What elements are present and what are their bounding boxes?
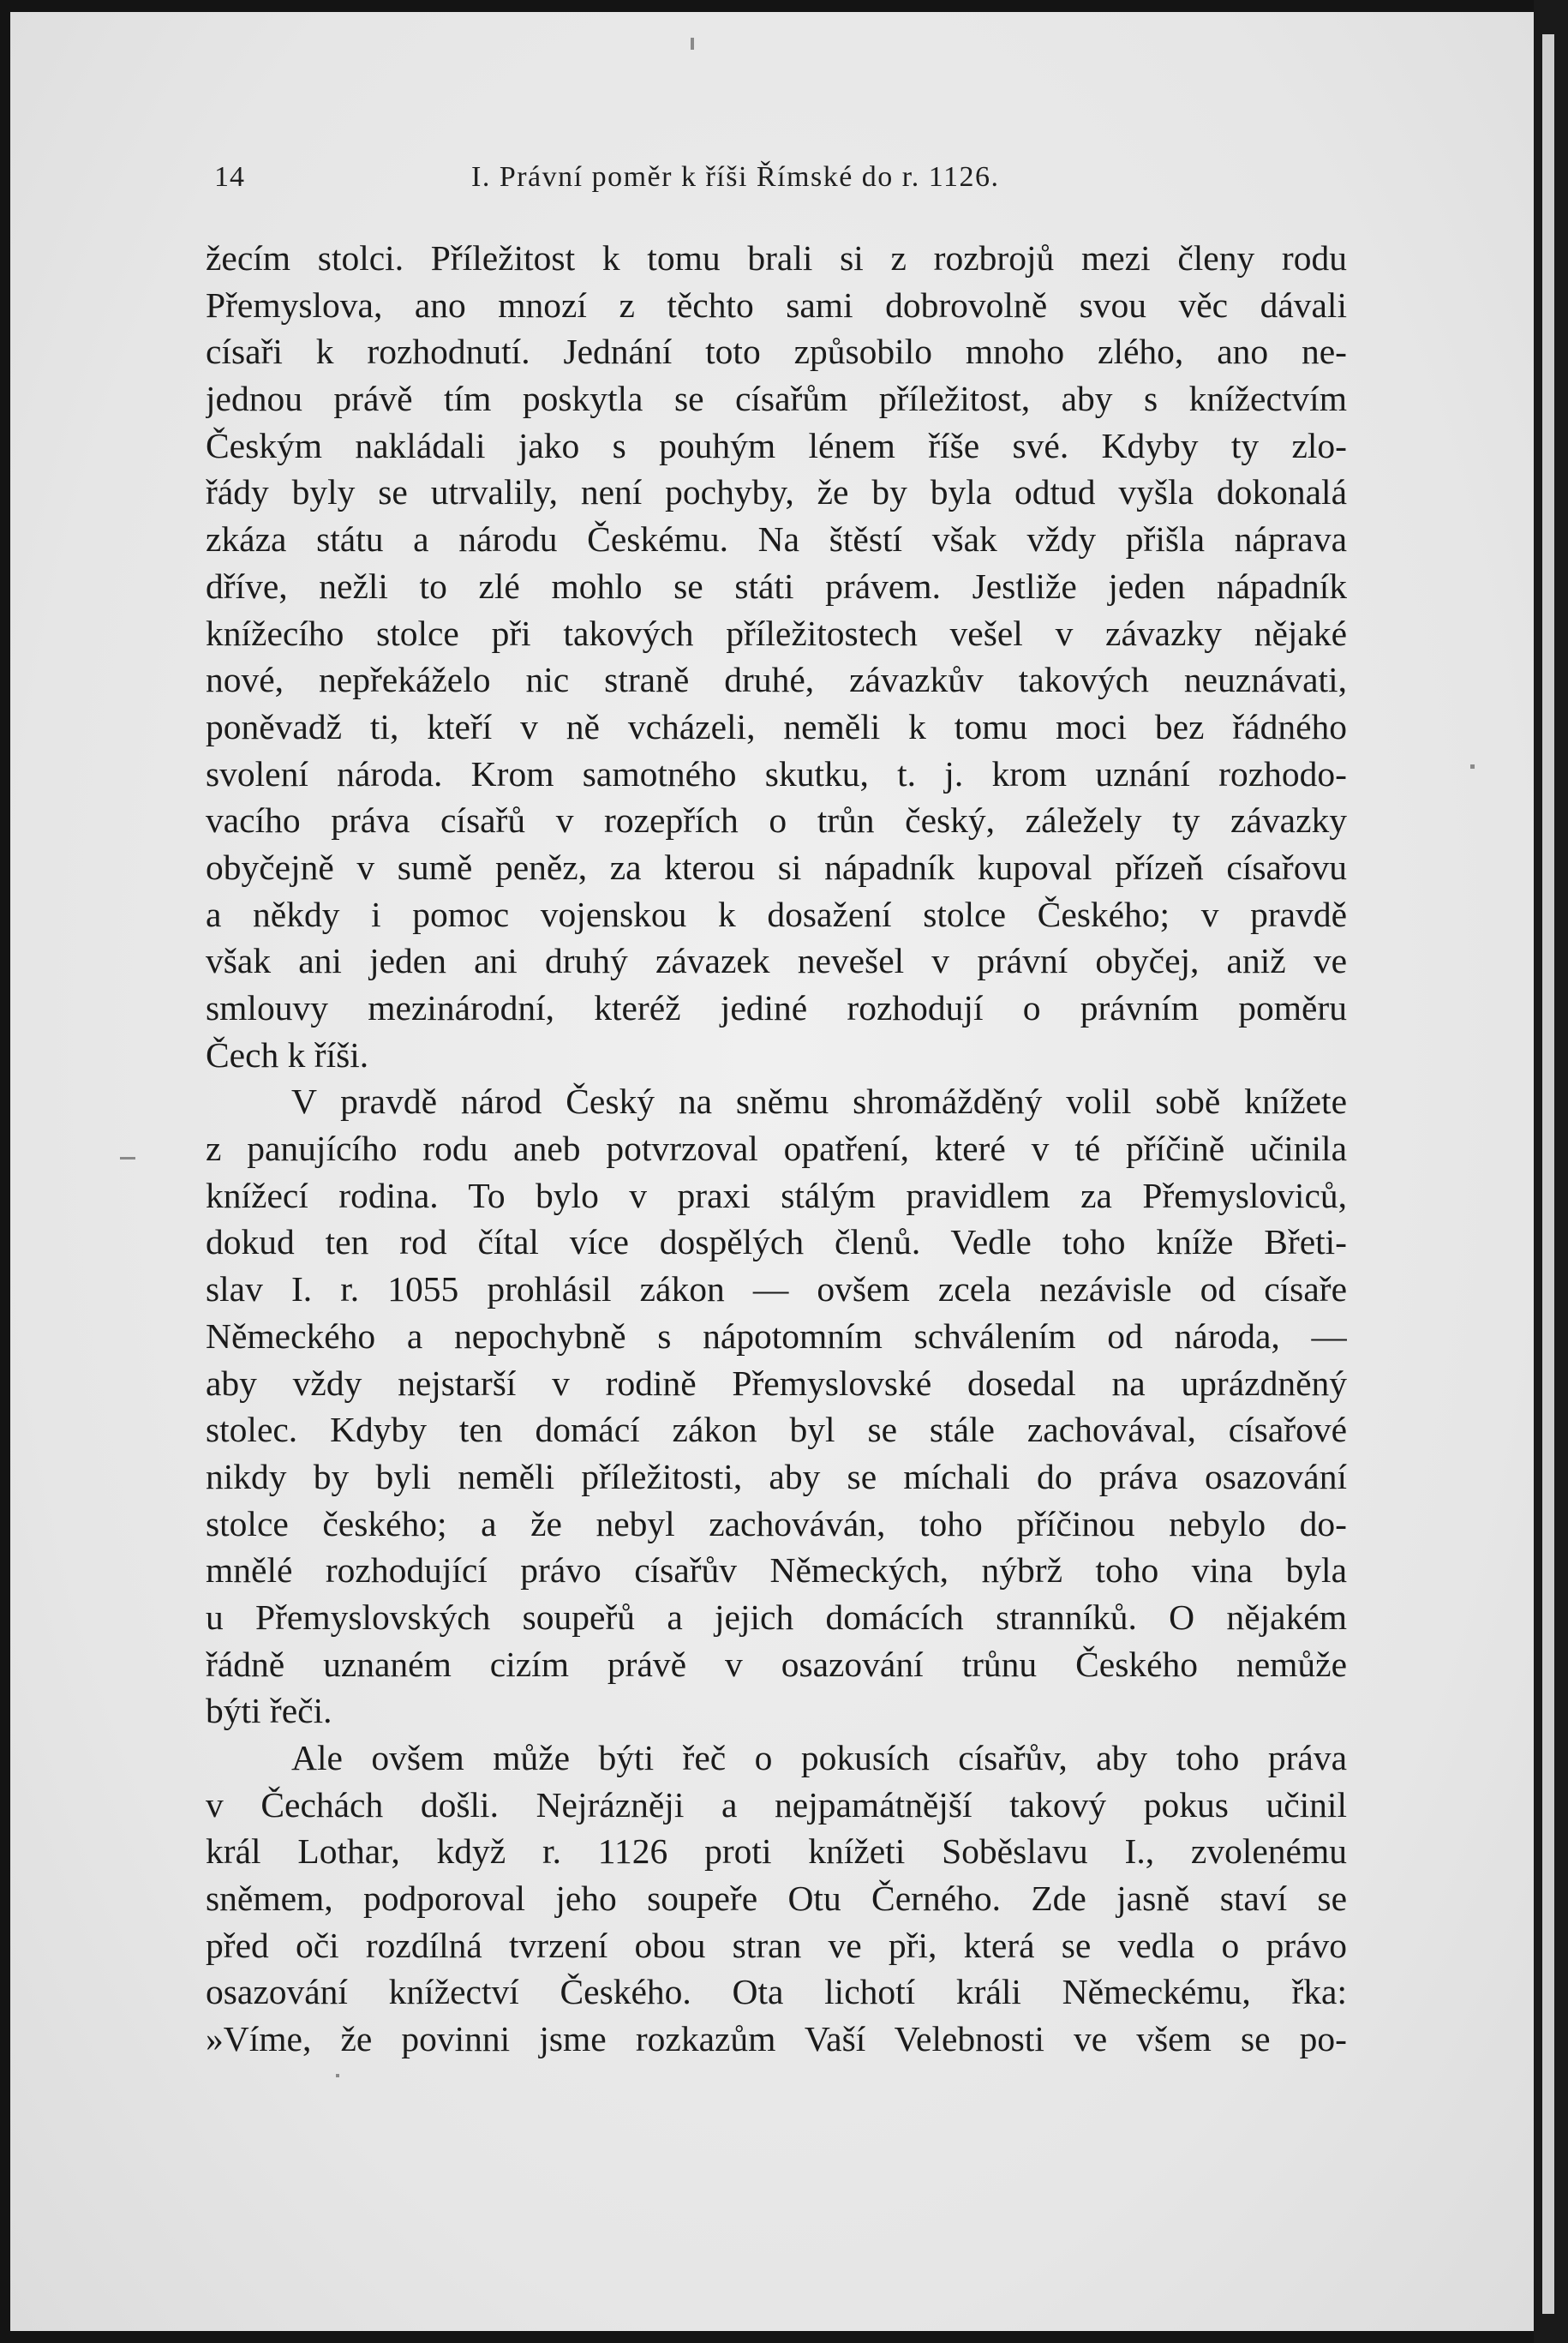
text-line: stolec. Kdyby ten domácí zákon byl se stále zachovával, císařové bbox=[206, 1410, 1347, 1450]
text-line: poněvadž ti, kteří v ně vcházeli, neměli k tomu moci bez řádného bbox=[206, 706, 1347, 746]
text-line: mnělé rozhodující právo císařův Německých, nýbrž toho vina byla bbox=[206, 1550, 1347, 1591]
text-line: dokud ten rod čítal více dospělých členů. Vedle toho kníže Břeti- bbox=[206, 1222, 1347, 1262]
scan-speck bbox=[1470, 764, 1475, 769]
text-line: zkáza státu a národu Českému. Na štěstí však vždy přišla náprava bbox=[206, 519, 1347, 560]
text-line: u Přemyslovských soupeřů a jejich domácích stranníků. O nějakém bbox=[206, 1597, 1347, 1637]
text-line: knížecí rodina. To bylo v praxi stálým pravidlem za Přemysloviců, bbox=[206, 1175, 1347, 1215]
running-head: I. Právní poměr k říši Římské do r. 1126. bbox=[471, 161, 1000, 193]
text-line: smlouvy mezinárodní, kteréž jediné rozhodují o právním poměru bbox=[206, 988, 1347, 1028]
text-line: Českým nakládali jako s pouhým lénem říše své. Kdyby ty zlo- bbox=[206, 425, 1347, 465]
text-line: král Lothar, když r. 1126 proti knížeti Soběslavu I., zvolenému bbox=[206, 1831, 1347, 1872]
text-line: býti řeči. bbox=[206, 1691, 332, 1731]
text-line: však ani jeden ani druhý závazek nevešel v právní obyčej, aniž ve bbox=[206, 941, 1347, 981]
text-line: V pravdě národ Český na sněmu shromážděný volil sobě knížete bbox=[291, 1082, 1347, 1122]
paragraph-3 bbox=[206, 1735, 1347, 2063]
page-header bbox=[214, 161, 1350, 202]
text-line: slav I. r. 1055 prohlásil zákon — ovšem zcela nezávisle od císaře bbox=[206, 1269, 1347, 1309]
text-line: nové, nepřekáželo nic straně druhé, závazkův takových neuznávati, bbox=[206, 660, 1347, 700]
text-line: nikdy by byli neměli příležitosti, aby se míchali do práva osazování bbox=[206, 1456, 1347, 1496]
text-line: Německého a nepochybně s nápotomním schválením od národa, — bbox=[206, 1315, 1347, 1356]
text-line: před oči rozdílná tvrzení obou stran ve při, která se vedla o právo bbox=[206, 1925, 1347, 1965]
scan-speck bbox=[691, 38, 694, 50]
text-line: obyčejně v sumě peněz, za kterou si nápadník kupoval přízeň císařovu bbox=[206, 847, 1347, 887]
text-line: aby vždy nejstarší v rodině Přemyslovské dosedal na uprázdněný bbox=[206, 1363, 1347, 1403]
text-line: dříve, nežli to zlé mohlo se státi právem. Jestliže jeden nápadník bbox=[206, 566, 1347, 606]
scan-speck bbox=[336, 2074, 339, 2077]
page-number: 14 bbox=[214, 161, 245, 193]
text-line: řádně uznaném cizím právě v osazování trůnu Českého nemůže bbox=[206, 1644, 1347, 1684]
text-line: stolce českého; a že nebyl zachováván, toho příčinou nebylo do- bbox=[206, 1503, 1347, 1543]
text-line: Ale ovšem může býti řeč o pokusích císařův, aby toho práva bbox=[291, 1738, 1347, 1777]
text-line: v Čechách došli. Nejrázněji a nejpamátnější takový pokus učinil bbox=[206, 1784, 1347, 1825]
text-line: a někdy i pomoc vojenskou k dosažení stolce Českého; v pravdě bbox=[206, 894, 1347, 934]
text-line: »Víme, že povinni jsme rozkazům Vaší Velebnosti ve všem se po- bbox=[206, 2019, 1347, 2059]
text-line: žecím stolci. Příležitost k tomu brali si z rozbrojů mezi členy rodu bbox=[206, 238, 1347, 278]
text-line: osazování knížectví Českého. Ota lichotí králi Německému, řka: bbox=[206, 1972, 1347, 2012]
paragraph-2 bbox=[206, 1078, 1347, 1735]
paragraph-1 bbox=[206, 235, 1347, 1078]
text-line: z panujícího rodu aneb potvrzoval opatření, které v té příčině učinila bbox=[206, 1129, 1347, 1169]
text-line: Přemyslova, ano mnozí z těchto sami dobrovolně svou věc dávali bbox=[206, 285, 1347, 325]
text-line: Čech k říši. bbox=[206, 1034, 369, 1075]
text-line: sněmem, podporoval jeho soupeře Otu Černého. Zde jasně staví se bbox=[206, 1879, 1347, 1919]
text-line: svolení národa. Krom samotného skutku, t. j. krom uznání rozhodo- bbox=[206, 753, 1347, 794]
body-text bbox=[206, 235, 1347, 2063]
text-line: císaři k rozhodnutí. Jednání toto způsobilo mnoho zlého, ano ne- bbox=[206, 332, 1347, 372]
scan-speck bbox=[120, 1157, 135, 1160]
text-line: jednou právě tím poskytla se císařům příležitost, aby s knížectvím bbox=[206, 379, 1347, 419]
text-line: knížecího stolce při takových příležitostech vešel v závazky nějaké bbox=[206, 613, 1347, 653]
text-line: vacího práva císařů v rozepřích o trůn český, záležely ty závazky bbox=[206, 800, 1347, 841]
scan-edge-strip bbox=[1542, 34, 1554, 2314]
text-line: řády byly se utrvalily, není pochyby, že by byla odtud vyšla dokonalá bbox=[206, 472, 1347, 512]
